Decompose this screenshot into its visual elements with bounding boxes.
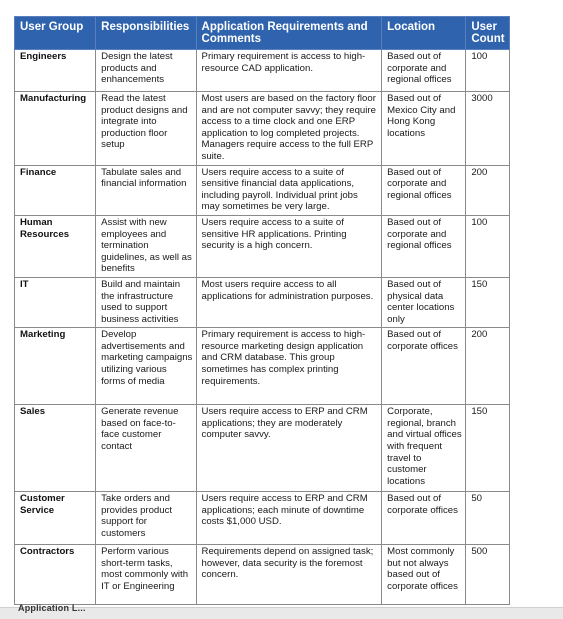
document-page: [14, 16, 510, 605]
user-count-cell: 150: [466, 277, 510, 327]
table-row: [15, 277, 510, 327]
user-count-cell: 100: [466, 50, 510, 92]
user-group-cell: IT: [15, 277, 96, 327]
user-count-cell: 200: [466, 165, 510, 215]
responsibilities-cell: Tabulate sales and financial information: [96, 165, 196, 215]
responsibilities-cell: Perform various short-term tasks, most commonly with IT or Engineering: [96, 545, 196, 605]
table-row: [15, 545, 510, 605]
location-cell: Based out of corporate and regional offices: [382, 165, 466, 215]
table-row: [15, 50, 510, 92]
user-group-table: [14, 16, 510, 605]
requirements-cell: Users require access to ERP and CRM applications; they are moderately computer savvy.: [196, 405, 382, 492]
header-user-group: User Group: [15, 17, 96, 50]
location-cell: Based out of corporate offices: [382, 492, 466, 545]
location-cell: Most commonly but not always based out of corporate offices: [382, 545, 466, 605]
user-count-cell: 50: [466, 492, 510, 545]
table-row: [15, 405, 510, 492]
table-header-row: [15, 17, 510, 50]
location-cell: Based out of corporate and regional offices: [382, 215, 466, 277]
user-count-cell: 500: [466, 545, 510, 605]
location-cell: Corporate, regional, branch and virtual offices with frequent travel to customer locations: [382, 405, 466, 492]
requirements-cell: Users require access to a suite of sensitive financial data applications, including payroll. Individual print jobs may sometimes be very large.: [196, 165, 382, 215]
location-cell: Based out of corporate and regional offices: [382, 50, 466, 92]
header-responsibilities: Responsibilities: [96, 17, 196, 50]
location-cell: Based out of physical data center locations only: [382, 277, 466, 327]
location-cell: Based out of corporate offices: [382, 328, 466, 405]
responsibilities-cell: Develop advertisements and marketing campaigns utilizing various forms of media: [96, 328, 196, 405]
requirements-cell: Primary requirement is access to high-resource marketing design application and CRM database. This group sometimes has complex printing requirements.: [196, 328, 382, 405]
user-group-cell: Sales: [15, 405, 96, 492]
user-group-cell: Manufacturing: [15, 92, 96, 166]
requirements-cell: Users require access to a suite of sensitive HR applications. Printing security is a high concern.: [196, 215, 382, 277]
header-location: Location: [382, 17, 466, 50]
cut-off-footer-text: Application L...: [18, 603, 86, 613]
responsibilities-cell: Build and maintain the infrastructure used to support business activities: [96, 277, 196, 327]
table-row: [15, 92, 510, 166]
requirements-cell: Users require access to ERP and CRM applications; each minute of downtime costs $1,000 USD.: [196, 492, 382, 545]
requirements-cell: Primary requirement is access to high-resource CAD application.: [196, 50, 382, 92]
header-application-requirements: Application Requirements and Comments: [196, 17, 382, 50]
responsibilities-cell: Take orders and provides product support for customers: [96, 492, 196, 545]
location-cell: Based out of Mexico City and Hong Kong locations: [382, 92, 466, 166]
user-group-cell: Human Resources: [15, 215, 96, 277]
requirements-cell: Requirements depend on assigned task; however, data security is the foremost concern.: [196, 545, 382, 605]
user-count-cell: 200: [466, 328, 510, 405]
table-row: [15, 492, 510, 545]
header-user-count: User Count: [466, 17, 510, 50]
user-count-cell: 3000: [466, 92, 510, 166]
responsibilities-cell: Design the latest products and enhancements: [96, 50, 196, 92]
requirements-cell: Most users require access to all applications for administration purposes.: [196, 277, 382, 327]
user-group-cell: Finance: [15, 165, 96, 215]
table-row: [15, 165, 510, 215]
user-group-cell: Marketing: [15, 328, 96, 405]
user-count-cell: 100: [466, 215, 510, 277]
responsibilities-cell: Generate revenue based on face-to-face customer contact: [96, 405, 196, 492]
requirements-cell: Most users are based on the factory floor and are not computer savvy; they require access to a time clock and one ERP application to log completed projects. Managers require access to the full ERP suite.: [196, 92, 382, 166]
user-group-cell: Engineers: [15, 50, 96, 92]
user-group-cell: Customer Service: [15, 492, 96, 545]
responsibilities-cell: Read the latest product designs and integrate into production floor setup: [96, 92, 196, 166]
user-group-cell: Contractors: [15, 545, 96, 605]
responsibilities-cell: Assist with new employees and termination guidelines, as well as benefits: [96, 215, 196, 277]
table-row: [15, 328, 510, 405]
user-count-cell: 150: [466, 405, 510, 492]
table-row: [15, 215, 510, 277]
